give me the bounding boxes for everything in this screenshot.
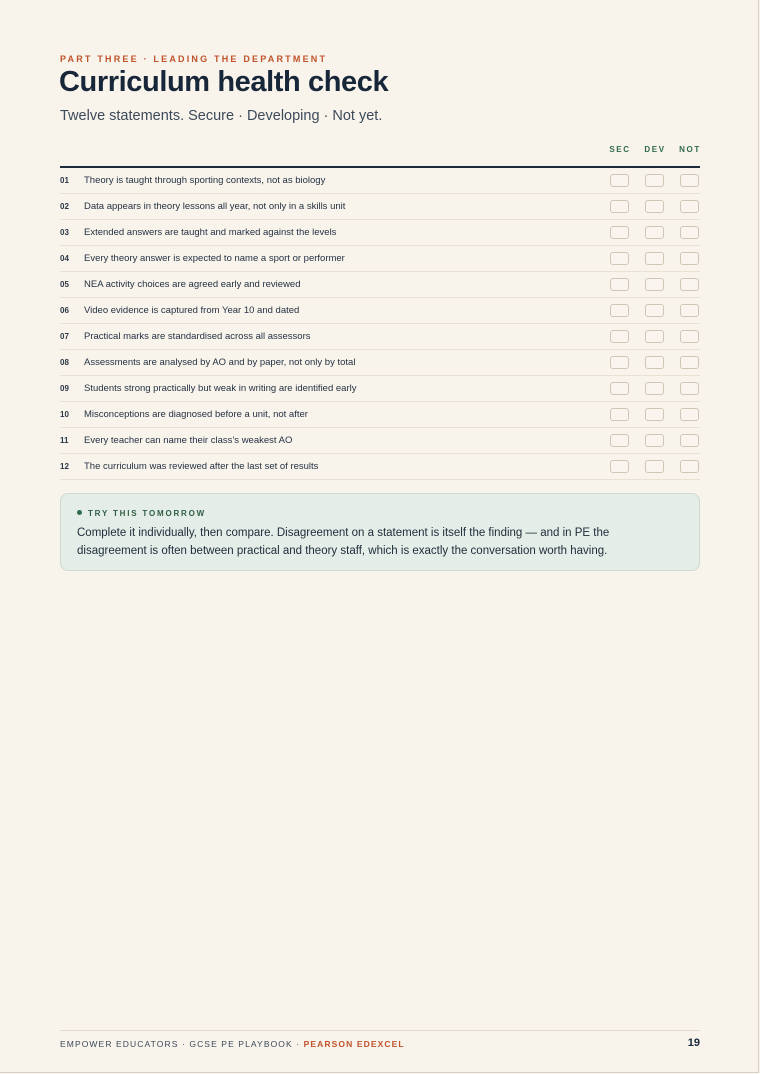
developing-checkbox[interactable]	[645, 226, 664, 239]
page-subtitle: Twelve statements. Secure · Developing · Not yet.	[60, 108, 383, 124]
footer-series: EMPOWER EDUCATORS · GCSE PE PLAYBOOK ·	[60, 1039, 304, 1049]
statement-number: 01	[60, 176, 69, 185]
statement-text: Extended answers are taught and marked against the levels	[84, 227, 337, 238]
statement-number: 04	[60, 254, 69, 263]
statement-text: Every theory answer is expected to name a sport or performer	[84, 253, 345, 264]
secure-checkbox[interactable]	[610, 356, 629, 369]
statement-number: 08	[60, 358, 69, 367]
statement-number: 03	[60, 228, 69, 237]
statement-row	[60, 220, 700, 246]
statement-text: Misconceptions are diagnosed before a unit, not after	[84, 409, 308, 420]
statement-text: Theory is taught through sporting contexts, not as biology	[84, 175, 326, 186]
statement-row	[60, 272, 700, 298]
statement-row	[60, 454, 700, 480]
statement-row	[60, 376, 700, 402]
statement-number: 11	[60, 436, 69, 445]
developing-checkbox[interactable]	[645, 356, 664, 369]
statement-row	[60, 246, 700, 272]
bullet-dot-icon	[77, 510, 82, 515]
column-header-dev: DEV	[644, 145, 666, 154]
developing-checkbox[interactable]	[645, 460, 664, 473]
statement-text: Students strong practically but weak in writing are identified early	[84, 383, 357, 394]
secure-checkbox[interactable]	[610, 382, 629, 395]
not-yet-checkbox[interactable]	[680, 278, 699, 291]
not-yet-checkbox[interactable]	[680, 252, 699, 265]
not-yet-checkbox[interactable]	[680, 434, 699, 447]
developing-checkbox[interactable]	[645, 278, 664, 291]
not-yet-checkbox[interactable]	[680, 408, 699, 421]
column-header-not: NOT	[679, 145, 701, 154]
statement-text: Data appears in theory lessons all year, not only in a skills unit	[84, 201, 346, 212]
footer-brand: PEARSON EDEXCEL	[303, 1039, 405, 1049]
statement-number: 05	[60, 280, 69, 289]
statement-number: 09	[60, 384, 69, 393]
secure-checkbox[interactable]	[610, 252, 629, 265]
not-yet-checkbox[interactable]	[680, 174, 699, 187]
statement-number: 02	[60, 202, 69, 211]
developing-checkbox[interactable]	[645, 174, 664, 187]
section-eyebrow: PART THREE · LEADING THE DEPARTMENT	[60, 54, 328, 64]
page-number: 19	[687, 1037, 700, 1049]
secure-checkbox[interactable]	[610, 434, 629, 447]
secure-checkbox[interactable]	[610, 226, 629, 239]
not-yet-checkbox[interactable]	[680, 226, 699, 239]
tip-heading-label: TRY THIS TOMORROW	[88, 509, 207, 518]
not-yet-checkbox[interactable]	[680, 356, 699, 369]
tip-callout	[60, 493, 700, 571]
developing-checkbox[interactable]	[645, 304, 664, 317]
statement-number: 12	[60, 462, 69, 471]
column-header-sec: SEC	[609, 145, 631, 154]
secure-checkbox[interactable]	[610, 408, 629, 421]
statement-number: 10	[60, 410, 69, 419]
secure-checkbox[interactable]	[610, 460, 629, 473]
statement-row	[60, 194, 700, 220]
statement-text: NEA activity choices are agreed early and reviewed	[84, 279, 301, 290]
developing-checkbox[interactable]	[645, 200, 664, 213]
developing-checkbox[interactable]	[645, 434, 664, 447]
developing-checkbox[interactable]	[645, 330, 664, 343]
not-yet-checkbox[interactable]	[680, 382, 699, 395]
statement-text: The curriculum was reviewed after the last set of results	[84, 461, 319, 472]
not-yet-checkbox[interactable]	[680, 330, 699, 343]
footer-text	[60, 1039, 405, 1049]
not-yet-checkbox[interactable]	[680, 304, 699, 317]
statement-number: 07	[60, 332, 69, 341]
statement-text: Assessments are analysed by AO and by paper, not only by total	[84, 357, 356, 368]
page-title: Curriculum health check	[59, 66, 389, 98]
secure-checkbox[interactable]	[610, 200, 629, 213]
developing-checkbox[interactable]	[645, 408, 664, 421]
statement-row	[60, 350, 700, 376]
secure-checkbox[interactable]	[610, 304, 629, 317]
statement-row	[60, 402, 700, 428]
developing-checkbox[interactable]	[645, 382, 664, 395]
statement-row	[60, 428, 700, 454]
statement-text: Video evidence is captured from Year 10 and dated	[84, 305, 300, 316]
footer-rule	[60, 1030, 700, 1031]
statement-list	[60, 168, 700, 480]
statement-row	[60, 324, 700, 350]
developing-checkbox[interactable]	[645, 252, 664, 265]
statement-number: 06	[60, 306, 69, 315]
statement-text: Every teacher can name their class’s weakest AO	[84, 435, 293, 446]
statement-text: Practical marks are standardised across all assessors	[84, 331, 311, 342]
not-yet-checkbox[interactable]	[680, 200, 699, 213]
tip-body: Complete it individually, then compare. Disagreement on a statement is itself the finding — and in PE the disagreement is often between practical and theory staff, which is exactly the conversation worth having.	[77, 527, 610, 557]
tip-heading	[77, 509, 206, 518]
secure-checkbox[interactable]	[610, 174, 629, 187]
statement-row	[60, 298, 700, 324]
secure-checkbox[interactable]	[610, 330, 629, 343]
not-yet-checkbox[interactable]	[680, 460, 699, 473]
secure-checkbox[interactable]	[610, 278, 629, 291]
statement-row	[60, 168, 700, 194]
